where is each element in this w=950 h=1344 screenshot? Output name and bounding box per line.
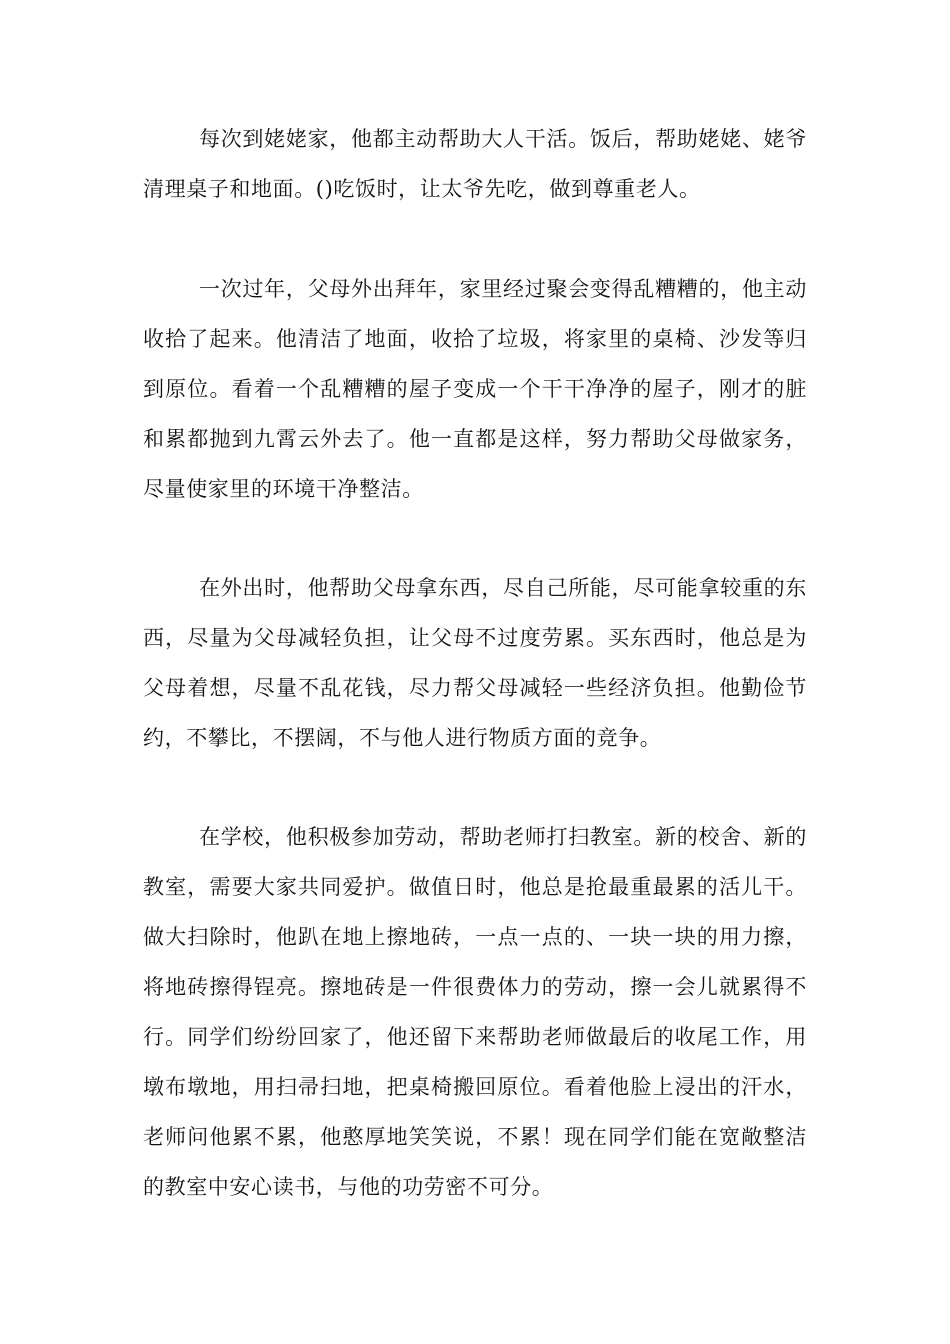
paragraph-school-labor: 在学校，他积极参加劳动，帮助老师打扫教室。新的校舍、新的教室，需要大家共同爱护。做值日时，他总是抢最重最累的活儿干。做大扫除时，他趴在地上擦地砖，一点一点的、一块一块的用力擦，将地砖擦得锃亮。擦地砖是一件很费体力的劳动，擦一会儿就累得不行。同学们纷纷回家了，他还留下来帮助老师做最后的收尾工作，用墩布墩地，用扫帚扫地，把桌椅搬回原位。看着他脸上浸出的汗水，老师问他累不累，他憨厚地笑笑说，不累！现在同学们能在宽敞整洁的教室中安心读书，与他的功劳密不可分。 [143,825,807,1199]
paragraph-visiting-grandparents: 每次到姥姥家，他都主动帮助大人干活。饭后，帮助姥姥、姥爷清理桌子和地面。()吃饭时，让太爷先吃，做到尊重老人。 [143,127,807,201]
paragraph-new-year-cleanup: 一次过年，父母外出拜年，家里经过聚会变得乱糟糟的，他主动收拾了起来。他清洁了地面，收拾了垃圾，将家里的桌椅、沙发等归到原位。看着一个乱糟糟的屋子变成一个干干净净的屋子，刚才的脏和累都抛到九霄云外去了。他一直都是这样，努力帮助父母做家务，尽量使家里的环境干净整洁。 [143,277,807,501]
paragraph-helping-parents-outside: 在外出时，他帮助父母拿东西，尽自己所能，尽可能拿较重的东西，尽量为父母减轻负担，让父母不过度劳累。买东西时，他总是为父母着想，尽量不乱花钱，尽力帮父母减轻一些经济负担。他勤俭节约，不攀比，不摆阔，不与他人进行物质方面的竞争。 [143,576,807,750]
